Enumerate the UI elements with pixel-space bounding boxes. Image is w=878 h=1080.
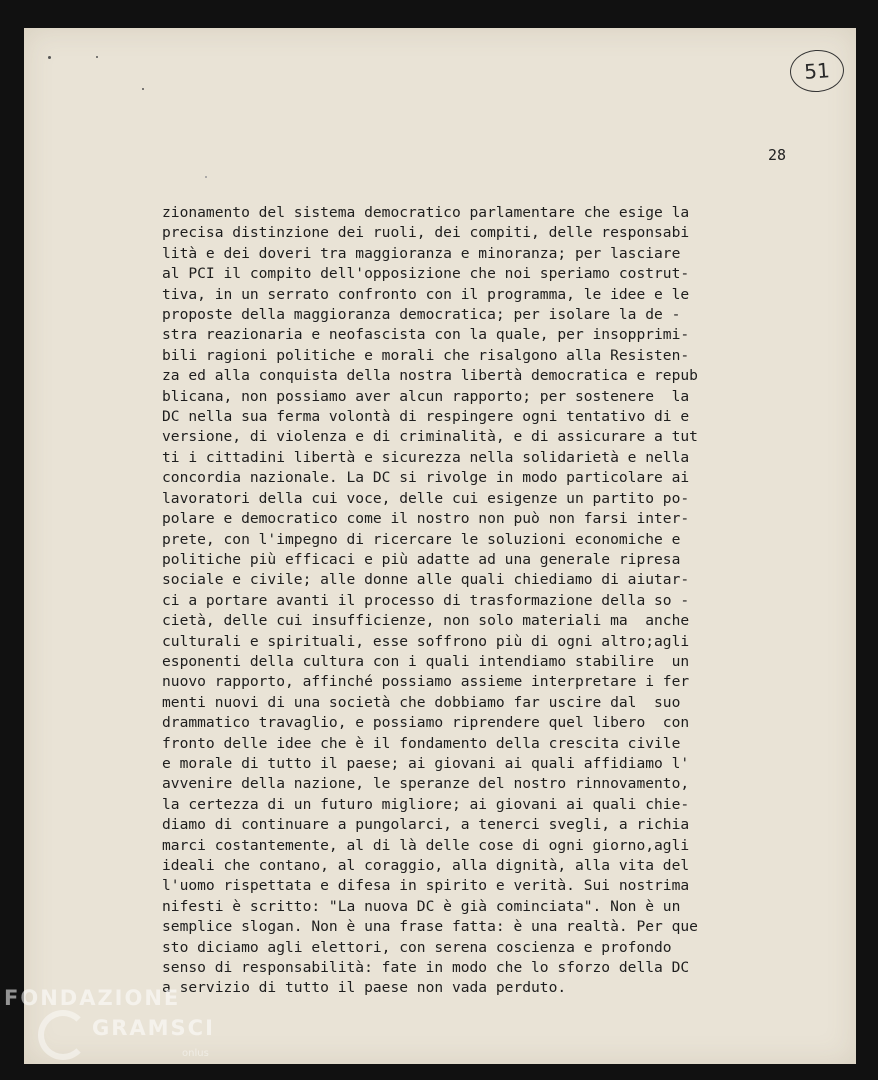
text-line: menti nuovi di una società che dobbiamo far uscire dal suo — [162, 693, 681, 711]
text-line: prete, con l'impegno di ricercare le soluzioni economiche e — [162, 530, 681, 548]
watermark-g-icon — [38, 1010, 88, 1060]
text-line: ci a portare avanti il processo di trasformazione della so - — [162, 591, 690, 609]
text-line: zionamento del sistema democratico parlamentare che esige la — [162, 204, 690, 221]
text-line: e morale di tutto il paese; ai giovani ai quali affidiamo l' — [162, 754, 690, 772]
text-line: blicana, non possiamo aver alcun rapporto; per sostenere la — [162, 387, 690, 405]
text-line: za ed alla conquista della nostra libertà democratica e repub — [162, 367, 698, 385]
paper-speck — [48, 56, 51, 59]
text-line: a servizio di tutto il paese non vada perduto. — [162, 979, 567, 997]
typewritten-text — [162, 203, 802, 999]
text-line: concordia nazionale. La DC si rivolge in modo particolare ai — [162, 469, 690, 487]
text-line: ideali che contano, al coraggio, alla dignità, alla vita del — [162, 857, 690, 874]
text-line: sociale e civile; alle donne alle quali chiediamo di aiutar- — [162, 571, 690, 589]
text-line: l'uomo rispettata e difesa in spirito e verità. Sui nostrima — [162, 877, 690, 895]
watermark-line2: GRAMSCI — [92, 1016, 215, 1040]
text-line: fronto delle idee che è il fondamento della crescita civile — [162, 734, 681, 752]
text-line: drammatico travaglio, e possiamo riprendere quel libero con — [162, 714, 690, 732]
text-line: versione, di violenza e di criminalità, e di assicurare a tut — [162, 428, 698, 446]
watermark-suffix: onlus — [182, 1048, 209, 1059]
text-line: sto diciamo agli elettori, con serena coscienza e profondo — [162, 938, 672, 956]
text-line: cietà, delle cui insufficienze, non solo materiali ma anche — [162, 612, 690, 630]
text-line: avvenire della nazione, le speranze del nostro rinnovamento, — [162, 775, 690, 793]
text-line: culturali e spirituali, esse soffrono più di ogni altro;agli — [162, 632, 690, 650]
text-line: polare e democratico come il nostro non può non farsi inter- — [162, 510, 690, 528]
text-line: al PCI il compito dell'opposizione che noi speriamo costrut- — [162, 265, 690, 283]
text-line: tiva, in un serrato confronto con il programma, le idee e le — [162, 285, 690, 303]
text-line: senso di responsabilità: fate in modo che lo sforzo della DC — [162, 959, 690, 977]
text-line: proposte della maggioranza democratica; per isolare la de - — [162, 306, 681, 324]
text-line: DC nella sua ferma volontà di respingere ogni tentativo di e — [162, 408, 690, 426]
paper-speck — [96, 56, 98, 58]
text-line: stra reazionaria e neofascista con la quale, per insopprimi- — [162, 326, 690, 344]
text-line: esponenti della cultura con i quali intendiamo stabilire un — [162, 652, 690, 670]
text-line: lità e dei doveri tra maggioranza e minoranza; per lasciare — [162, 244, 681, 262]
watermark-line1: FONDAZIONE — [4, 986, 181, 1010]
archive-stamp: 51 — [789, 48, 846, 94]
text-line: semplice slogan. Non è una frase fatta: è una realtà. Per que — [162, 918, 698, 936]
text-line: nifesti è scritto: "La nuova DC è già cominciata". Non è un — [162, 897, 681, 915]
text-line: bili ragioni politiche e morali che risalgono alla Resisten- — [162, 346, 690, 364]
text-line: diamo di continuare a pungolarci, a tenerci svegli, a richia — [162, 816, 690, 834]
text-line: la certezza di un futuro migliore; ai giovani ai quali chie- — [162, 795, 690, 813]
text-line: ti i cittadini libertà e sicurezza nella solidarietà e nella — [162, 448, 690, 466]
text-line: nuovo rapporto, affinché possiamo assieme interpretare i fer — [162, 673, 690, 691]
page-number: 28 — [768, 146, 787, 164]
paper-speck — [205, 176, 207, 178]
text-line: marci costantemente, al di là delle cose di ogni giorno,agli — [162, 836, 690, 854]
text-line: precisa distinzione dei ruoli, dei compiti, delle responsabi — [162, 224, 690, 242]
paper-speck — [142, 88, 144, 90]
text-line: politiche più efficaci e più adatte ad una generale ripresa — [162, 550, 681, 568]
text-line: lavoratori della cui voce, delle cui esigenze un partito po- — [162, 489, 690, 507]
